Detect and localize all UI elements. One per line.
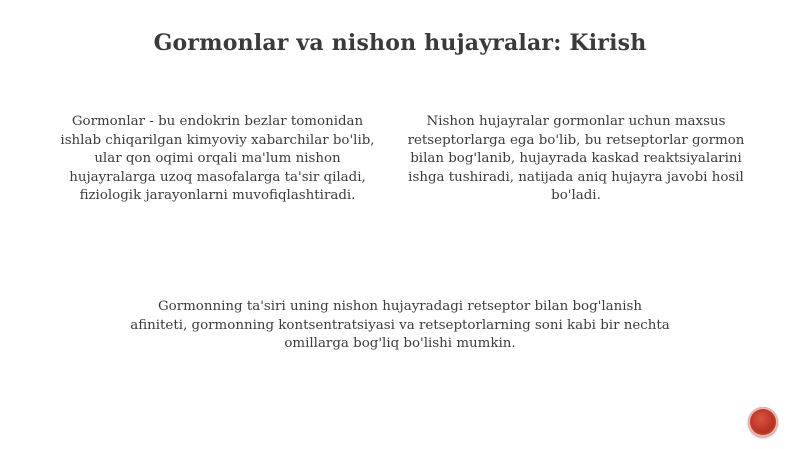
right-paragraph: Nishon hujayralar gormonlar uchun maxsus retseptorlarga ega bo'lib, bu retseptorlar gormon bilan bog'lanib, hujayrada kaskad reaktsiyalarini ishga tushiradi, natijada aniq hujayra javobi hosil bo'ladi. (407, 114, 745, 204)
slide-title: Gormonlar va nishon hujayralar: Kirish (153, 30, 647, 56)
left-paragraph: Gormonlar - bu endokrin bezlar tomonidan ishlab chiqarilgan kimyoviy xabarchilar bo'lib, ular qon oqimi orqali ma'lum nishon hujayralarga uzoq masofalarga ta'sir qiladi, fiziologik jarayonlarni muvofiqlashtiradi. (60, 114, 375, 204)
bottom-paragraph: Gormonning ta'siri uning nishon hujayradagi retseptor bilan bog'lanish afiniteti, gormonning kontsentratsiyasi va retseptorlarning soni kabi bir nechta omillarga bog'liq bo'lishi mumkin. (130, 299, 670, 352)
circle-nav-icon[interactable] (748, 407, 778, 437)
nav-button-inner (752, 411, 774, 433)
